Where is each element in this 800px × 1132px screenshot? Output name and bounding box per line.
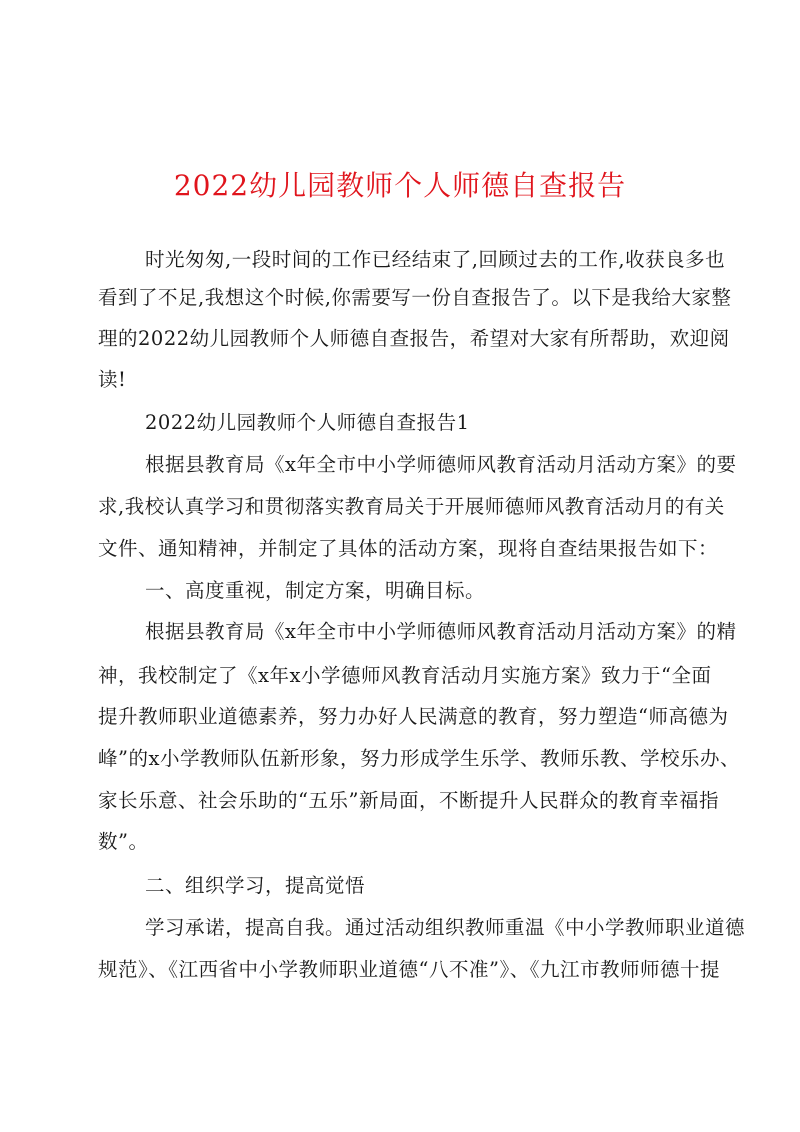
paragraph-line: 数”。 [98, 830, 149, 853]
paragraph-line: 学习承诺，提高自我。通过活动组织教师重温《中小学教师职业道德 [145, 916, 746, 939]
paragraph-line: 理的2022幼儿园教师个人师德自查报告，希望对大家有所帮助，欢迎阅 [98, 327, 730, 350]
paragraph-line: 家长乐意、社会乐助的“五乐”新局面，不断提升人民群众的教育幸福指 [98, 789, 719, 812]
paragraph-line: 看到了不足,我想这个时候,你需要写一份自查报告了。以下是我给大家整 [98, 286, 732, 309]
paragraph-line: 文件、通知精神，并制定了具体的活动方案，现将自查结果报告如下： [98, 537, 719, 560]
paragraph-line: 读! [98, 368, 127, 391]
paragraph-line: 时光匆匆,一段时间的工作已经结束了,回顾过去的工作,收获良多也 [145, 248, 726, 271]
document-title: 2022幼儿园教师个人师德自查报告 [173, 169, 627, 202]
paragraph-line: 峰”的x小学教师队伍新形象，努力形成学生乐学、教师乐教、学校乐办、 [98, 747, 740, 770]
paragraph-line: 神，我校制定了《x年x小学德师风教育活动月实施方案》致力于“全面 [98, 664, 712, 687]
section-heading: 一、高度重视，制定方案，明确目标。 [145, 579, 486, 602]
paragraph-line: 根据县教育局《x年全市中小学师德师风教育活动月活动方案》的要 [145, 453, 737, 476]
paragraph-line: 根据县教育局《x年全市中小学师德师风教育活动月活动方案》的精 [145, 620, 737, 643]
paragraph-line: 提升教师职业道德素养，努力办好人民满意的教育，努力塑造“师高德为 [98, 705, 729, 728]
section-heading: 二、组织学习，提高觉悟 [145, 874, 366, 897]
section-heading: 2022幼儿园教师个人师德自查报告1 [145, 411, 470, 434]
paragraph-line: 求,我校认真学习和贯彻落实教育局关于开展师德师风教育活动月的有关 [98, 495, 725, 518]
paragraph-line: 规范》、《江西省中小学教师职业道德“八不准”》、《九江市教师师德十提 [98, 958, 720, 981]
